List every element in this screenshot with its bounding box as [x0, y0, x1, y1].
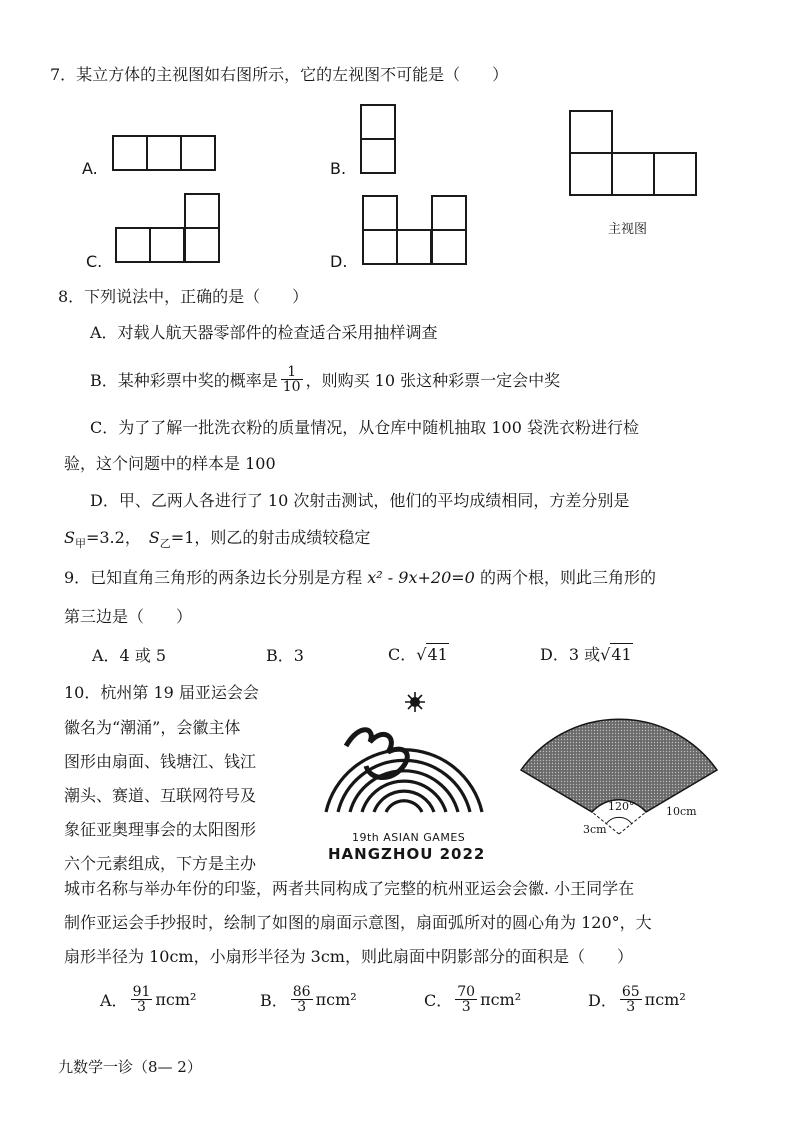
q10-line1: 10．杭州第 19 届亚运会会 — [64, 683, 259, 702]
q10-line8: 制作亚运会手抄报时，绘制了如图的扇面示意图，扇面弧所对的圆心角为 120°，大 — [64, 913, 652, 932]
q7-option-c-figure — [115, 193, 225, 268]
q9-option-d: D．3 或√41 — [540, 645, 632, 664]
q9-option-a: A．4 或 5 — [92, 646, 167, 665]
q7-main-view-figure — [569, 110, 699, 202]
logo-event-name: 19th ASIAN GAMES — [352, 831, 466, 844]
q10-option-b-fraction — [291, 985, 313, 1014]
q10-option-a — [100, 985, 196, 1014]
q10-option-d-fraction — [620, 985, 642, 1014]
q10-option-d-label: D． — [588, 991, 617, 1010]
q10-option-c-fraction — [455, 985, 477, 1014]
q10-option-c — [424, 985, 521, 1014]
q9-option-b: B．3 — [266, 646, 304, 665]
q10-option-a-fraction — [131, 985, 153, 1014]
q10-option-a-unit: πcm² — [155, 990, 197, 1009]
q10-option-d-denominator: 3 — [626, 999, 636, 1015]
q10-line5: 象征亚奥理事会的太阳图形 — [64, 820, 257, 839]
variance-sub-yi: 乙 — [159, 537, 171, 551]
variance-symbol-jia: S — [64, 528, 75, 547]
q7-option-d-figure — [362, 195, 472, 270]
fan-shaded-region — [521, 719, 717, 812]
q10-line7: 城市名称与举办年份的印鉴，两者共同构成了完整的杭州亚运会会徽. 小王同学在 — [64, 879, 635, 898]
q8-option-b-denominator: 10 — [282, 378, 301, 395]
q7-main-view-caption: 主视图 — [608, 222, 648, 237]
q8-option-b-fraction — [281, 365, 303, 394]
q10-option-b-numerator: 86 — [292, 984, 311, 1000]
q9-stem-line2: 第三边是（ ） — [64, 607, 193, 626]
q9-equation: x² - 9x+20=0 — [367, 568, 475, 587]
q9-option-d-label: D．3 或 — [540, 645, 601, 664]
variance-symbol-yi: S — [148, 528, 160, 547]
q10-line4: 潮头、赛道、互联网符号及 — [64, 786, 257, 805]
q9-option-c: C．√41 — [388, 645, 448, 664]
q9-option-d-radicand: 41 — [611, 645, 632, 664]
q10-option-d — [588, 985, 686, 1014]
q9-stem-text-end: 的两个根，则此三角形的 — [474, 568, 656, 587]
q10-option-c-denominator: 3 — [461, 999, 471, 1015]
q8-option-d-line1: D．甲、乙两人各进行了 10 次射击测试，他们的平均成绩相同，方差分别是 — [90, 491, 630, 510]
fan-angle-label: 120° — [608, 800, 635, 813]
q7-stem: 7．某立方体的主视图如右图所示，它的左视图不可能是（ ） — [50, 65, 509, 84]
q8-option-a: A．对载人航天器零部件的检查适合采用抽样调查 — [90, 323, 438, 342]
q8-stem: 8．下列说法中，正确的是（ ） — [58, 287, 309, 306]
q7-option-a-label: A. — [82, 159, 98, 178]
q8-option-c-line1: C．为了了解一批洗衣粉的质量情况，从仓库中随机抽取 100 袋洗衣粉进行检 — [90, 418, 639, 437]
q7-option-b-figure — [360, 104, 400, 179]
q8-option-d-line2 — [64, 527, 370, 555]
asian-games-logo — [318, 684, 490, 826]
q9-option-c-radicand: 41 — [427, 645, 448, 664]
fan-big-radius-label: 10cm — [666, 805, 697, 818]
variance-value-jia: =3.2， — [85, 528, 141, 547]
q10-line6: 六个元素组成，下方是主办 — [64, 854, 257, 873]
q10-option-d-unit: πcm² — [644, 990, 686, 1009]
q10-option-a-denominator: 3 — [137, 999, 146, 1015]
q10-option-b-denominator: 3 — [297, 999, 307, 1015]
q10-option-b-label: B． — [260, 991, 288, 1010]
variance-value-yi: =1，则乙的射击成绩较稳定 — [170, 528, 371, 547]
q9-stem-text: 9．已知直角三角形的两条边长分别是方程 — [64, 568, 368, 587]
q7-option-c-label: C. — [86, 252, 103, 271]
q10-option-c-numerator: 70 — [457, 984, 476, 1000]
q9-option-c-label: C． — [388, 645, 417, 664]
q7-option-b-label: B. — [330, 159, 347, 178]
q10-line3: 图形由扇面、钱塘江、钱江 — [64, 752, 257, 771]
sun-icon — [405, 692, 425, 712]
q10-option-a-label: A． — [100, 991, 128, 1010]
fan-small-radius-label: 3cm — [583, 823, 607, 836]
q10-option-d-numerator: 65 — [621, 984, 640, 1000]
q10-line2: 徽名为“潮涌”，会徽主体 — [64, 718, 241, 737]
q7-option-a-figure — [112, 135, 222, 175]
q8-option-c-line2: 验，这个问题中的样本是 100 — [64, 454, 276, 473]
q8-option-b-numerator: 1 — [281, 365, 303, 380]
q10-option-c-unit: πcm² — [480, 990, 522, 1009]
q7-option-d-label: D. — [330, 252, 348, 271]
logo-city-year: HANGZHOU 2022 — [328, 845, 486, 863]
q8-option-b-text-end: ，则购买 10 张这种彩票一定会中奖 — [305, 370, 561, 390]
angle-arc — [606, 817, 632, 824]
q10-option-b — [260, 985, 357, 1014]
q10-option-a-numerator: 91 — [132, 984, 151, 1000]
variance-sub-jia: 甲 — [74, 537, 86, 551]
small-radius-right — [619, 812, 646, 834]
q8-option-b-text: B．某种彩票中奖的概率是 — [90, 370, 278, 390]
fan-waves-icon — [326, 750, 482, 812]
q8-option-b — [90, 356, 560, 402]
q9-stem-line1 — [64, 567, 656, 589]
q10-option-c-label: C． — [424, 991, 453, 1010]
q10-line9: 扇形半径为 10cm，小扇形半径为 3cm，则此扇面中阴影部分的面积是（ ） — [64, 947, 633, 966]
q10-option-b-unit: πcm² — [315, 990, 357, 1009]
page-footer: 九数学一诊（8— 2） — [58, 1058, 202, 1076]
